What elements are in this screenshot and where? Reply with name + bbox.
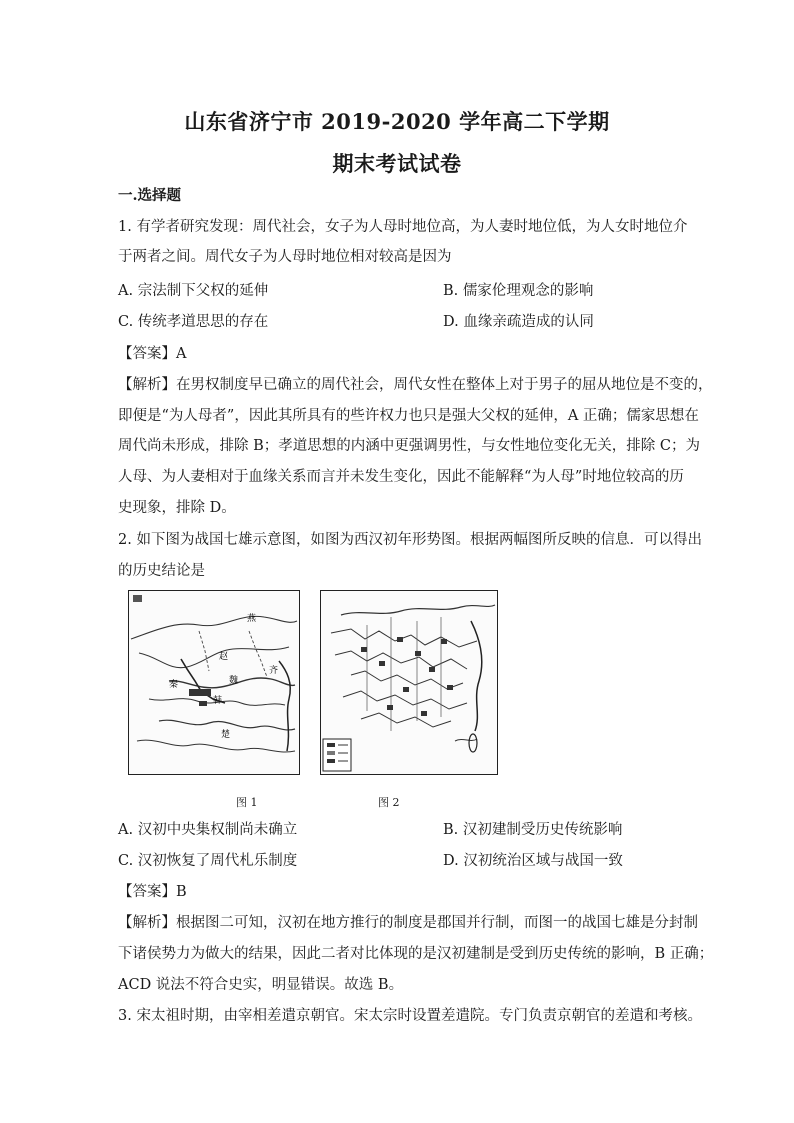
figure1-caption: 图 1 [236, 796, 258, 809]
map1-label: 秦 [169, 680, 179, 690]
section-heading: 一.选择题 [118, 187, 182, 204]
q1-analysis-line: 即便是“为人母者”，因此其所具有的些许权力也只是强大父权的延伸，A 正确；儒家思想在 [118, 408, 699, 424]
q1-stem-line: 于两者之间。周代女子为人母时地位相对较高是因为 [118, 249, 452, 265]
q2-stem-line: 2. 如下图为战国七雄示意图，如图为西汉初年形势图。根据两幅图所反映的信息．可以得出 [118, 532, 702, 548]
q3-stem-line: 3. 宋太祖时期，由宰相差遣京朝官。宋太宗时设置差遣院。专门负责京朝官的差遣和考核。 [118, 1008, 702, 1024]
q1-option-c: C. 传统孝道思思的存在 [118, 314, 269, 330]
q1-answer: 【答案】A [118, 346, 187, 362]
map1-label: 赵 [219, 652, 229, 662]
doc-title-line2: 期末考试试卷 [332, 151, 462, 176]
q2-analysis-line: ACD 说法不符合史实，明显错误。故选 B。 [118, 977, 404, 993]
q2-answer: 【答案】B [118, 884, 187, 900]
map-western-han-drawing [321, 591, 497, 774]
q1-analysis-line: 史现象，排除 D。 [118, 500, 236, 516]
q2-analysis-line: 【解析】根据图二可知，汉初在地方推行的制度是郡国并行制，而图一的战国七雄是分封制 [118, 915, 698, 931]
q1-analysis-line: 人母、为人妻相对于血缘关系而言并未发生变化，因此不能解释“为人母”时地位较高的历 [118, 469, 684, 485]
q2-option-c: C. 汉初恢复了周代札乐制度 [118, 853, 298, 869]
map-warring-states-drawing [129, 591, 299, 774]
q1-analysis-line: 周代尚未形成，排除 B；孝道思想的内涵中更强调男性，与女性地位变化无关，排除 C；为 [118, 438, 700, 454]
q1-option-a: A. 宗法制下父权的延伸 [118, 283, 269, 299]
q1-stem-line: 1. 有学者研究发现：周代社会，女子为人母时地位高，为人妻时地位低，为人女时地位介 [118, 219, 688, 235]
map1-label: 燕 [247, 614, 257, 624]
map1-label: 楚 [221, 730, 231, 740]
figure2-caption: 图 2 [378, 796, 400, 809]
q2-stem-line: 的历史结论是 [118, 563, 205, 579]
q2-option-a: A. 汉初中央集权制尚未确立 [118, 822, 298, 838]
q2-option-b: B. 汉初建制受历史传统影响 [443, 822, 623, 838]
q1-option-d: D. 血缘亲疏造成的认同 [443, 314, 594, 330]
q1-option-b: B. 儒家伦理观念的影响 [443, 283, 594, 299]
map1-label: 韩 [213, 696, 223, 706]
q2-analysis-line: 下诸侯势力为做大的结果，因此二者对比体现的是汉初建制是受到历史传统的影响，B 正确； [118, 946, 714, 962]
q2-option-d: D. 汉初统治区域与战国一致 [443, 853, 623, 869]
map-western-han [320, 590, 498, 775]
q1-analysis-line: 【解析】在男权制度早已确立的周代社会，周代女性在整体上对于男子的屈从地位是不变的， [118, 377, 713, 393]
map-warring-states [128, 590, 300, 775]
map1-label: 魏 [229, 676, 239, 686]
map1-label: 齐 [269, 666, 279, 676]
doc-title-line1: 山东省济宁市 2019-2020 学年高二下学期 [184, 109, 610, 134]
